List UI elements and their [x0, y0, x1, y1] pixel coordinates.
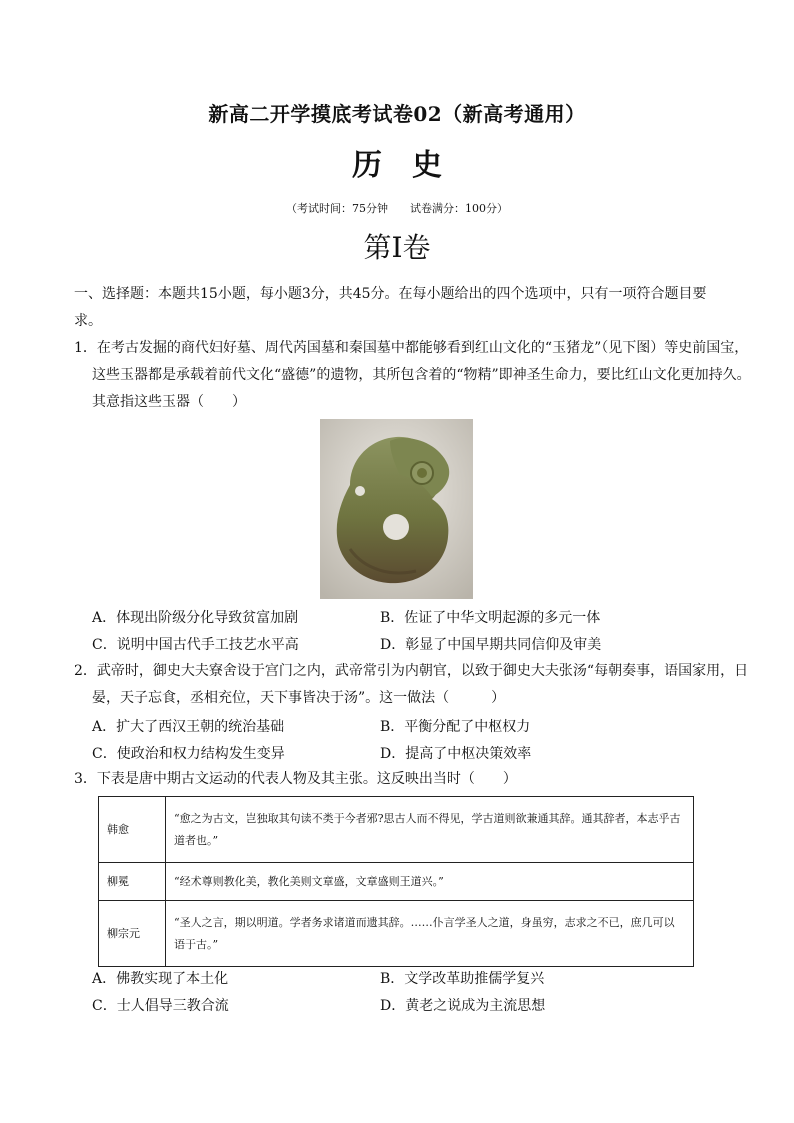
section-instructions: 一、选择题：本题共15小题，每小题3分，共45分。在每小题给出的四个选项中，只有一项符合题目要求。 [74, 286, 707, 329]
q2-option-b[interactable]: B．平衡分配了中枢权力 [380, 719, 531, 735]
question-text: 下表是唐中期古文运动的代表人物及其主张。这反映出当时（ ） [96, 771, 517, 787]
subject-heading: 历史 [352, 148, 472, 183]
q1-option-b[interactable]: B．佐证了中华文明起源的多元一体 [380, 610, 601, 626]
q3-option-c[interactable]: C．士人倡导三教合流 [92, 998, 229, 1014]
q3-option-d[interactable]: D．黄老之说成为主流思想 [380, 998, 546, 1014]
table-cell-quote: “经术尊则教化美，教化美则文章盛，文章盛则王道兴。” [166, 863, 694, 901]
table-row [99, 797, 694, 863]
question-1 [74, 335, 752, 416]
q1-option-d[interactable]: D．彰显了中国早期共同信仰及审美 [380, 637, 602, 653]
table-cell-name: 柳冕 [99, 863, 166, 901]
q2-option-c[interactable]: C．使政治和权力结构发生变异 [92, 746, 285, 762]
question-number: 3． [74, 771, 97, 787]
question-text: 在考古发掘的商代妇好墓、周代芮国墓和秦国墓中都能够看到红山文化的“玉猪龙”（见下图）等史前国宝，这些玉器都是承载着前代文化“盛德”的遗物，其所包含着的“物精”即神圣生命力，要比红山文化更加持久。其意指这些玉器（ ） [92, 340, 751, 410]
question-number: 2． [74, 663, 97, 679]
q2-option-d[interactable]: D．提高了中枢决策效率 [380, 746, 532, 762]
q1-option-c[interactable]: C．说明中国古代手工技艺水平高 [92, 637, 299, 653]
exam-meta: （考试时间：75分钟 试卷满分：100分） [286, 202, 508, 215]
question-number: 1． [74, 340, 97, 356]
table-row [99, 863, 694, 901]
volume-heading: 第Ⅰ卷 [363, 231, 431, 264]
table-cell-quote: “圣人之言，期以明道。学者务求诸道而遗其辞。……仆言学圣人之道，身虽穷，志求之不已，庶几可以语于古。” [166, 901, 694, 967]
q2-option-a[interactable]: A．扩大了西汉王朝的统治基础 [92, 719, 285, 735]
table-cell-name: 柳宗元 [99, 901, 166, 967]
exam-title: 新高二开学摸底考试卷02（新高考通用） [208, 102, 586, 126]
question-2 [74, 658, 752, 712]
q1-option-a[interactable]: A．体现出阶级分化导致贫富加剧 [92, 610, 299, 626]
question-3 [74, 766, 734, 793]
table-cell-quote: “愈之为古文，岂独取其句读不类于今者邪?思古人而不得见，学古道则欲兼通其辞。通其辞者，本志乎古道者也。” [166, 797, 694, 863]
jade-pig-dragon-image [320, 419, 473, 599]
guwen-movement-table [98, 796, 694, 967]
question-text: 武帝时，御史大夫寮舍设于宫门之内，武帝常引为内朝官，以致于御史大夫张汤“每朝奏事，语国家用，日晏，天子忘食，丞相充位，天下事皆决于汤”。这一做法（ ） [92, 663, 749, 706]
table-cell-name: 韩愈 [99, 797, 166, 863]
q3-option-a[interactable]: A．佛教实现了本土化 [92, 971, 229, 987]
q3-option-b[interactable]: B．文学改革助推儒学复兴 [380, 971, 545, 987]
table-row [99, 901, 694, 967]
